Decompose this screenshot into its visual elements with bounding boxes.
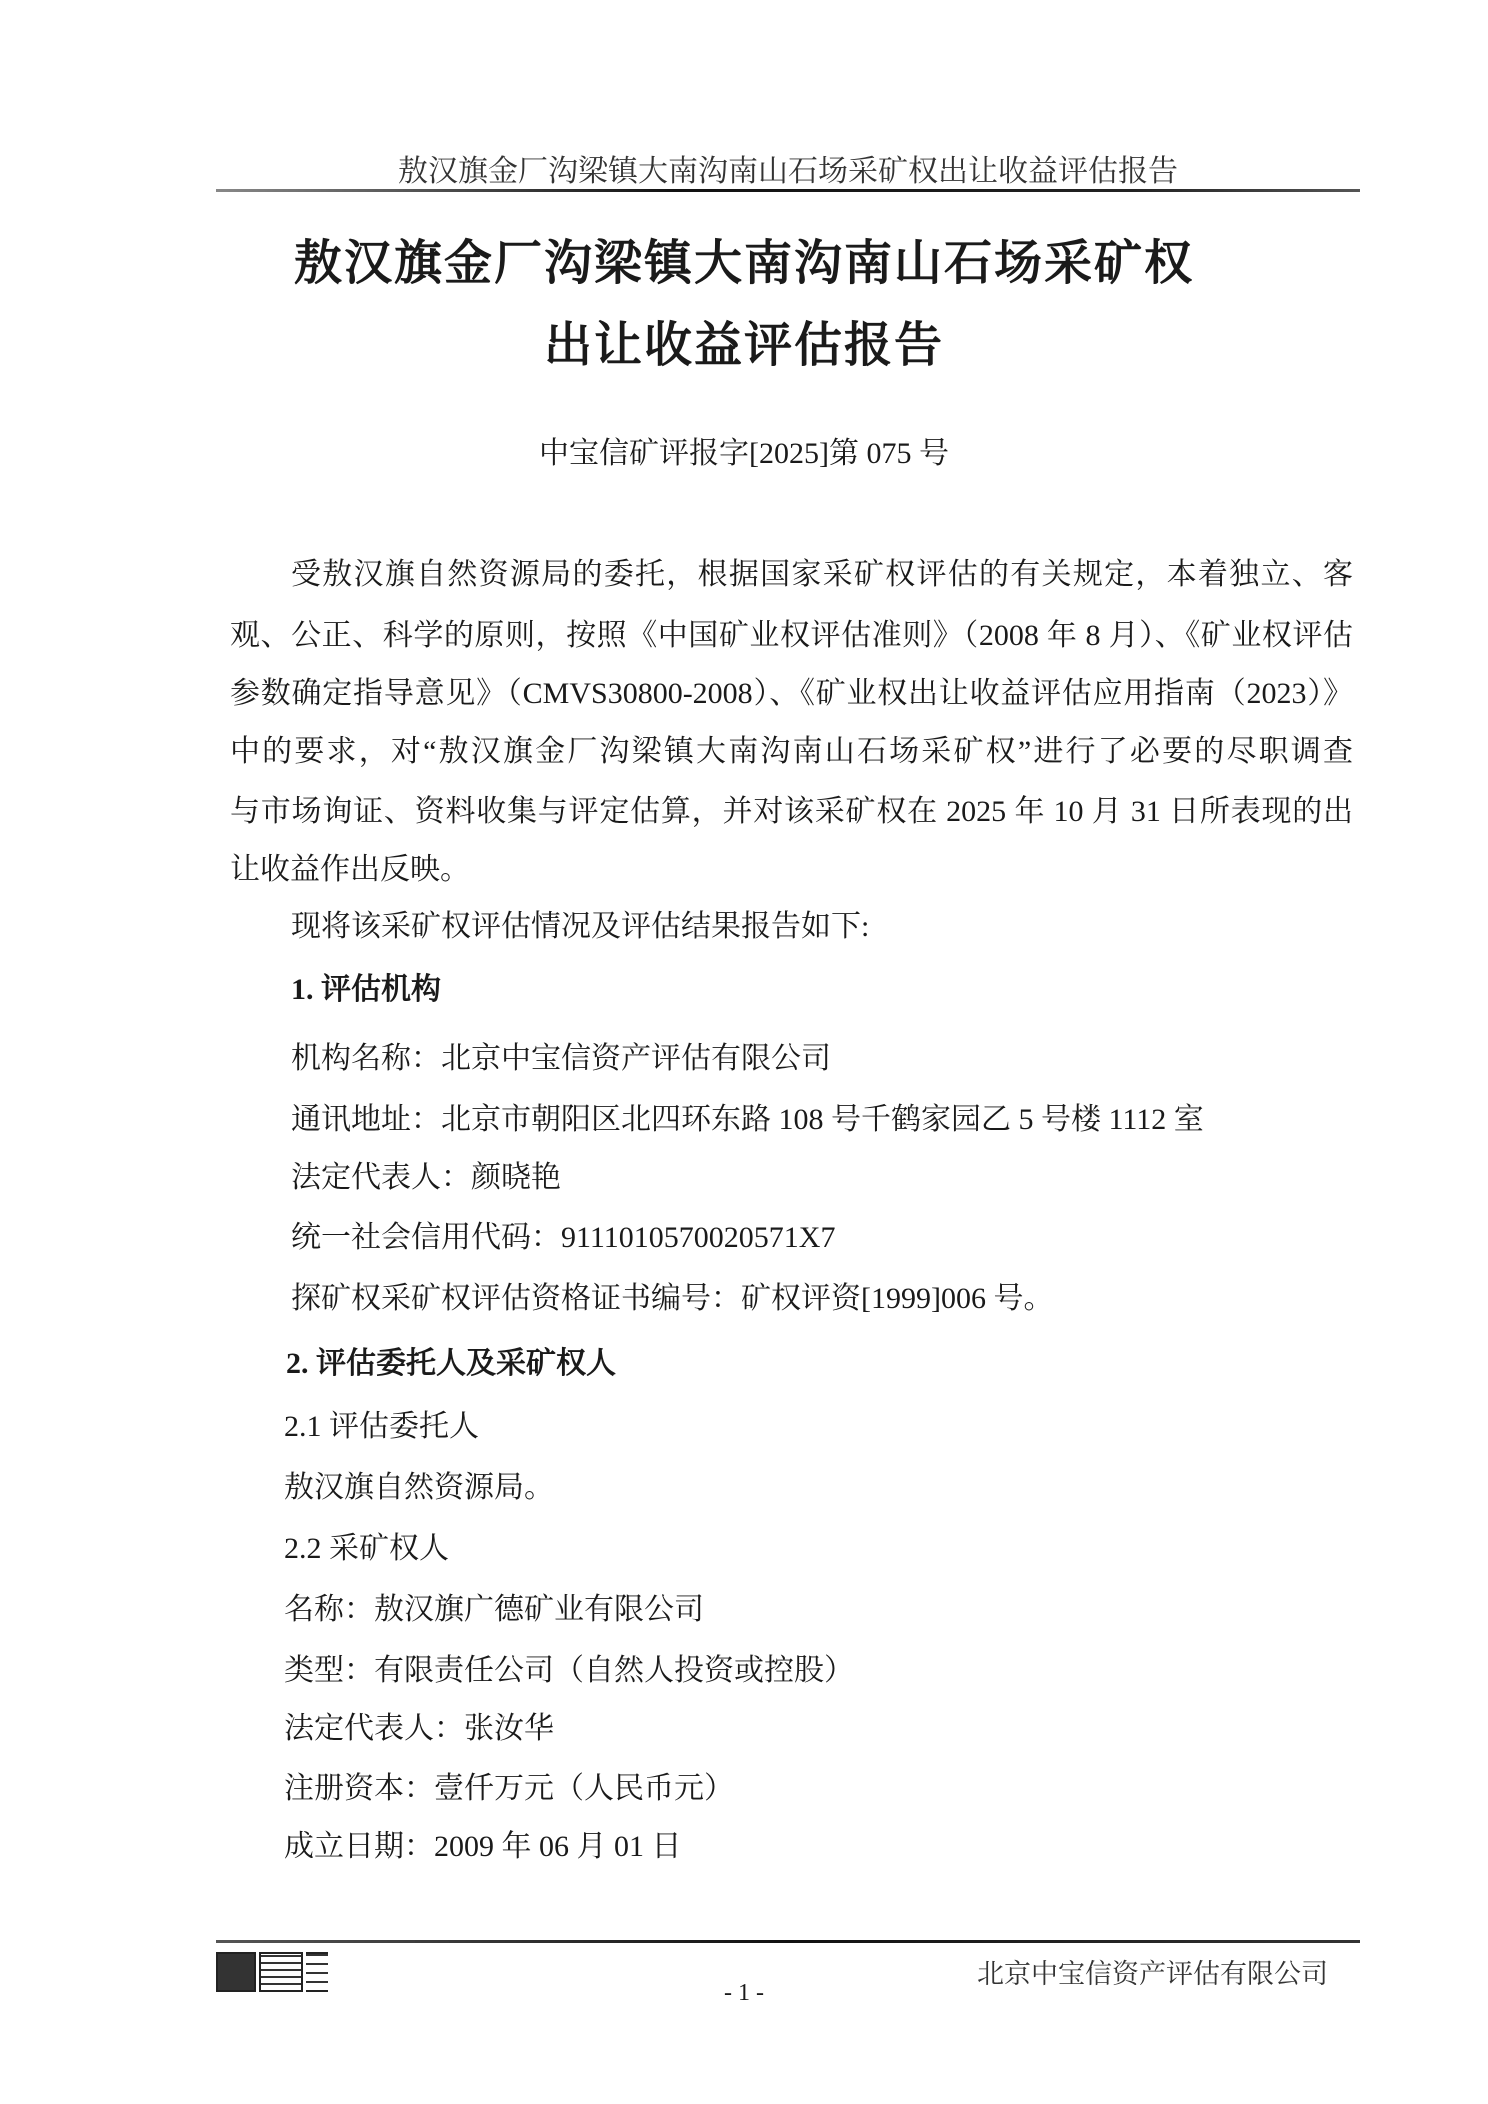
intro-line: 观、公正、科学的原则，按照《中国矿业权评估准则》（2008 年 8 月）、《矿业权评估 [230, 619, 1353, 652]
institution-name: 机构名称：北京中宝信资产评估有限公司 [291, 1042, 831, 1075]
page-number: - 1 - [724, 1980, 764, 2006]
footer-divider [216, 1940, 1360, 1943]
institution-address: 通讯地址：北京市朝阳区北四环东路 108 号千鹤家园乙 5 号楼 1112 室 [291, 1103, 1204, 1136]
document-title-line2: 出让收益评估报告 [543, 319, 944, 372]
document-title-line1: 敖汉旗金厂沟梁镇大南沟南山石场采矿权 [293, 237, 1194, 290]
intro-line: 参数确定指导意见》（CMVS30800-2008）、《矿业权出让收益评估应用指南（2023）》 [230, 677, 1353, 710]
holder-capital: 注册资本：壹仟万元（人民币元） [284, 1772, 734, 1805]
intro-line: 中的要求，对“敖汉旗金厂沟梁镇大南沟南山石场采矿权”进行了必要的尽职调查 [230, 735, 1353, 768]
holder-founded: 成立日期：2009 年 06 月 01 日 [284, 1830, 682, 1863]
institution-certificate: 探矿权采矿权评估资格证书编号：矿权评资[1999]006 号。 [291, 1282, 1054, 1315]
holder-legal-rep: 法定代表人：张汝华 [284, 1712, 554, 1745]
section1-heading: 1. 评估机构 [291, 973, 441, 1006]
subsection-2-1: 2.1 评估委托人 [284, 1410, 479, 1443]
subsection-2-2: 2.2 采矿权人 [284, 1532, 449, 1565]
client-name: 敖汉旗自然资源局。 [284, 1471, 554, 1504]
header-divider [216, 189, 1360, 192]
running-header: 敖汉旗金厂沟梁镇大南沟南山石场采矿权出让收益评估报告 [398, 155, 1178, 188]
intro-line: 与市场询证、资料收集与评定估算，并对该采矿权在 2025 年 10 月 31 日所表现的出 [230, 795, 1353, 828]
footer-company: 北京中宝信资产评估有限公司 [977, 1959, 1328, 1989]
holder-type: 类型：有限责任公司（自然人投资或控股） [284, 1654, 854, 1687]
intro-lead: 现将该采矿权评估情况及评估结果报告如下: [291, 910, 870, 943]
section2-heading: 2. 评估委托人及采矿权人 [286, 1347, 616, 1380]
institution-credit-code: 统一社会信用代码：9111010570020571X7 [291, 1221, 836, 1254]
intro-line: 受敖汉旗自然资源局的委托，根据国家采矿权评估的有关规定，本着独立、客 [291, 558, 1353, 591]
institution-legal-rep: 法定代表人：颜晓艳 [291, 1161, 561, 1194]
report-number: 中宝信矿评报字[2025]第 075 号 [539, 437, 949, 470]
holder-name: 名称：敖汉旗广德矿业有限公司 [284, 1593, 704, 1626]
intro-line: 让收益作出反映。 [230, 853, 470, 886]
